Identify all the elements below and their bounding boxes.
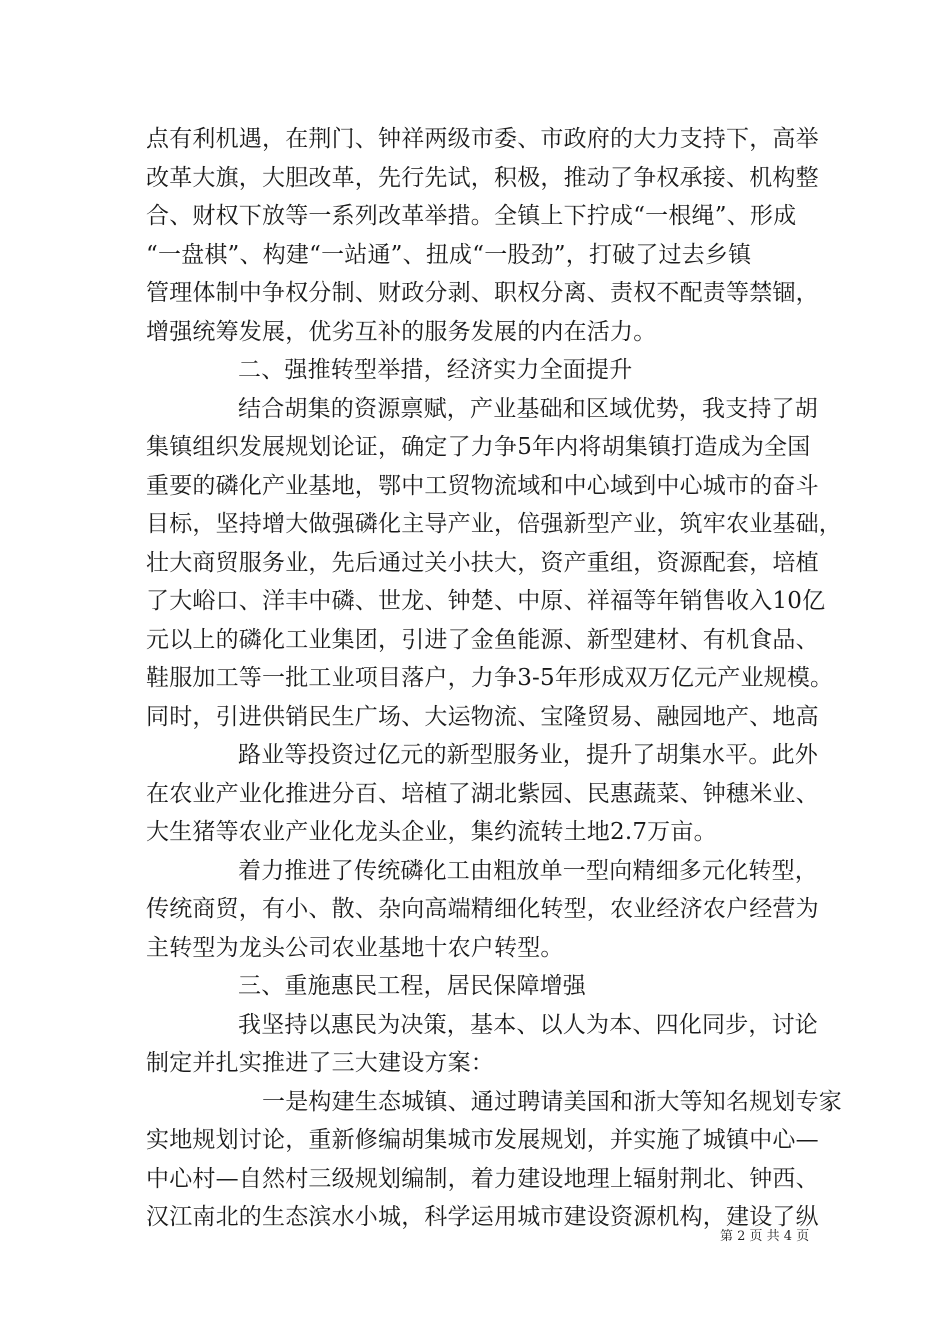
text-line: 合、财权下放等一系列改革举措。全镇上下拧成“一根绳”、形成	[146, 203, 797, 229]
text-line: 制定并扎实推进了三大建设方案：	[146, 1050, 494, 1076]
text-line: 着力推进了传统磷化工由粗放单一型向精细多元化转型，	[238, 857, 818, 884]
section-heading: 二、强推转型举措，经济实力全面提升	[238, 357, 633, 383]
text-line: 壮大商贸服务业，先后通过关小扶大，资产重组，资源配套，培植	[146, 549, 819, 576]
text-line: 集镇组织发展规划论证，确定了力争5年内将胡集镇打造成为全国	[146, 434, 811, 460]
text-line: 大生猪等农业产业化龙头企业，集约流转土地2.7万亩。	[146, 819, 717, 845]
text-line: 改革大旗，大胆改革，先行先试，积极，推动了争权承接、机构整	[146, 164, 819, 191]
page-number: 第 2 页 共 4 页	[720, 1229, 810, 1244]
text-line: 增强统筹发展，优劣互补的服务发展的内在活力。	[146, 318, 657, 345]
text-line: 点有利机遇，在荆门、钟祥两级市委、市政府的大力支持下，高举	[146, 126, 819, 152]
text-line: 路业等投资过亿元的新型服务业，提升了胡集水平。此外	[238, 742, 818, 768]
text-line: 了大峪口、洋丰中磷、世龙、钟楚、中原、祥福等年销售收入10亿	[146, 588, 826, 614]
text-line: “一盘棋”、构建“一站通”、扭成“一股劲”，打破了过去乡镇	[146, 241, 752, 268]
text-line: 管理体制中争权分制、财政分剥、职权分离、责权不配责等禁锢，	[146, 280, 819, 306]
document-body	[146, 120, 842, 1237]
text-line: 元以上的磷化工业集团，引进了金鱼能源、新型建材、有机食品、	[146, 626, 819, 653]
text-line: 中心村—自然村三级规划编制，着力建设地理上辐射荆北、钟西、	[146, 1165, 819, 1192]
text-line: 实地规划讨论，重新修编胡集城市发展规划，并实施了城镇中心—	[146, 1127, 819, 1153]
text-line: 重要的磷化产业基地，鄂中工贸物流域和中心域到中心城市的奋斗	[146, 472, 819, 499]
text-line: 一是构建生态城镇、通过聘请美国和浙大等知名规划专家	[262, 1088, 842, 1115]
text-line: 鞋服加工等一批工业项目落户，力争3-5年形成双万亿元产业规模。	[146, 665, 834, 691]
text-line: 目标，坚持增大做强磷化主导产业，倍强新型产业，筑牢农业基础，	[146, 511, 842, 537]
text-line: 我坚持以惠民为决策，基本、以人为本、四化同步，讨论	[238, 1011, 818, 1038]
text-line: 汉江南北的生态滨水小城，科学运用城市建设资源机构，建设了纵	[146, 1204, 819, 1230]
text-line: 主转型为龙头公司农业基地十农户转型。	[146, 934, 564, 961]
text-line: 传统商贸，有小、散、杂向高端精细化转型，农业经济农户经营为	[146, 896, 819, 922]
text-line: 结合胡集的资源禀赋，产业基础和区域优势，我支持了胡	[238, 395, 818, 422]
text-line: 同时，引进供销民生广场、大运物流、宝隆贸易、融园地产、地高	[146, 703, 819, 730]
text-line: 在农业产业化推进分百、培植了湖北紫园、民惠蔬菜、钟穗米业、	[146, 780, 819, 807]
section-heading: 三、重施惠民工程，居民保障增强	[238, 973, 586, 999]
